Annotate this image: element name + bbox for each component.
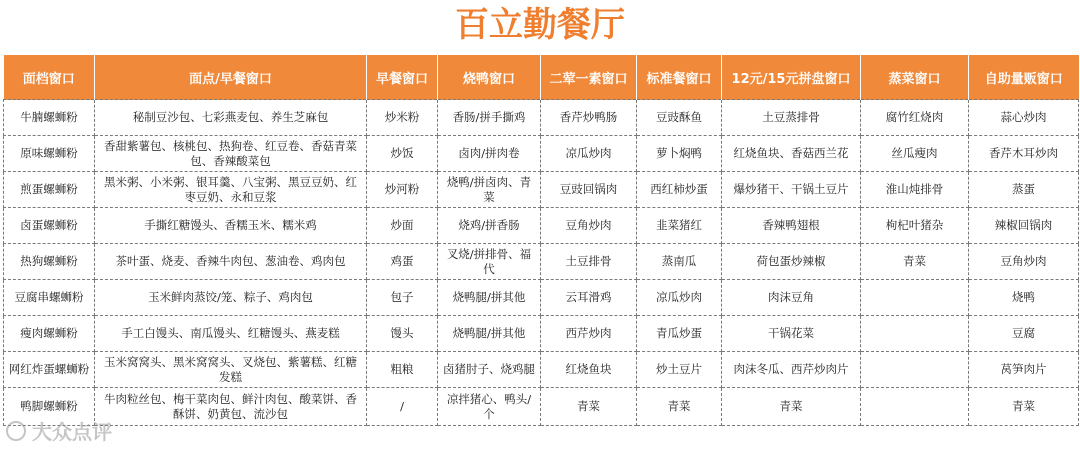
table-cell: 香芹木耳炒肉: [969, 136, 1079, 172]
table-row: [4, 352, 1079, 388]
table-cell: 鸡蛋: [367, 244, 438, 280]
table-cell: /: [367, 388, 438, 426]
header-row: [4, 55, 1079, 100]
table-cell: 鸭脚螺蛳粉: [4, 388, 95, 426]
table-row: [4, 172, 1079, 208]
table-cell: 炒土豆片: [637, 352, 722, 388]
table-cell: [861, 388, 969, 426]
table-cell: 热狗螺蛳粉: [4, 244, 95, 280]
table-cell: 辣椒回锅肉: [969, 208, 1079, 244]
table-cell: 网红炸蛋螺蛳粉: [4, 352, 95, 388]
table-cell: 牛肉粒丝包、梅干菜肉包、鲜汁肉包、酸菜饼、香酥饼、奶黄包、流沙包: [95, 388, 367, 426]
table-cell: 爆炒猪干、干锅土豆片: [722, 172, 861, 208]
table-cell: 韭菜猪红: [637, 208, 722, 244]
column-header: 二荤一素窗口: [541, 55, 637, 100]
table-cell: 西芹炒肉: [541, 316, 637, 352]
table-cell: 包子: [367, 280, 438, 316]
table-cell: [861, 316, 969, 352]
table-cell: 瘦肉螺蛳粉: [4, 316, 95, 352]
table-cell: 烧鸭腿/拼其他: [438, 316, 541, 352]
table-row: [4, 388, 1079, 426]
table-cell: 玉米窝窝头、黑米窝窝头、叉烧包、紫薯糕、红糖发糕: [95, 352, 367, 388]
table-cell: 豆腐串螺蛳粉: [4, 280, 95, 316]
table-cell: 粗粮: [367, 352, 438, 388]
table-cell: 肉沫冬瓜、西芹炒肉片: [722, 352, 861, 388]
table-cell: 香芹炒鸭肠: [541, 100, 637, 136]
table-cell: 青菜: [861, 244, 969, 280]
table-cell: 蒸蛋: [969, 172, 1079, 208]
table-cell: 叉烧/拼排骨、福代: [438, 244, 541, 280]
table-cell: 手撕红糖馒头、香糯玉米、糯米鸡: [95, 208, 367, 244]
column-header: 自助量贩窗口: [969, 55, 1079, 100]
table-cell: 黑米粥、小米粥、银耳羹、八宝粥、黑豆豆奶、红枣豆奶、永和豆浆: [95, 172, 367, 208]
table-cell: 豆角炒肉: [969, 244, 1079, 280]
page-title: 百立勤餐厅: [455, 5, 625, 45]
table-cell: 炒米粉: [367, 100, 438, 136]
table-row: [4, 280, 1079, 316]
table-cell: 红烧鱼块、香菇西兰花: [722, 136, 861, 172]
table-cell: 青菜: [541, 388, 637, 426]
table-cell: 枸杞叶猪杂: [861, 208, 969, 244]
table-row: [4, 100, 1079, 136]
table-cell: 卤猪肘子、烧鸡腿: [438, 352, 541, 388]
table-cell: 手工白馒头、南瓜馒头、红糖馒头、燕麦糕: [95, 316, 367, 352]
table-row: [4, 244, 1079, 280]
table-cell: 蒜心炒肉: [969, 100, 1079, 136]
column-header: 早餐窗口: [367, 55, 438, 100]
table-cell: 牛腩螺蛳粉: [4, 100, 95, 136]
table-cell: [861, 352, 969, 388]
table-cell: 豆腐: [969, 316, 1079, 352]
table-cell: 原味螺蛳粉: [4, 136, 95, 172]
column-header: 标准餐窗口: [637, 55, 722, 100]
table-cell: 青瓜炒蛋: [637, 316, 722, 352]
table-cell: 莴笋肉片: [969, 352, 1079, 388]
table-cell: 肉沫豆角: [722, 280, 861, 316]
table-cell: 土豆排骨: [541, 244, 637, 280]
table-cell: 玉米鲜肉蒸饺/笼、粽子、鸡肉包: [95, 280, 367, 316]
table-cell: 西红柿炒蛋: [637, 172, 722, 208]
table-row: [4, 208, 1079, 244]
column-header: 面点/早餐窗口: [95, 55, 367, 100]
table-cell: 卤肉/拼肉卷: [438, 136, 541, 172]
column-header: 面档窗口: [4, 55, 95, 100]
table-cell: 烧鸭/拼卤肉、青菜: [438, 172, 541, 208]
table-cell: 香甜紫薯包、核桃包、热狗卷、红豆卷、香菇青菜包、香辣酸菜包: [95, 136, 367, 172]
table-cell: 蒸南瓜: [637, 244, 722, 280]
table-cell: 豆豉回锅肉: [541, 172, 637, 208]
column-header: 蒸菜窗口: [861, 55, 969, 100]
table-cell: 腐竹红烧肉: [861, 100, 969, 136]
table-row: [4, 136, 1079, 172]
table-cell: 干锅花菜: [722, 316, 861, 352]
table-cell: 香肠/拼手撕鸡: [438, 100, 541, 136]
table-cell: 卤蛋螺蛳粉: [4, 208, 95, 244]
table-cell: 青菜: [969, 388, 1079, 426]
table-cell: 豆角炒肉: [541, 208, 637, 244]
table-cell: 茶叶蛋、烧麦、香辣牛肉包、葱油卷、鸡肉包: [95, 244, 367, 280]
table-cell: 烧鸭腿/拼其他: [438, 280, 541, 316]
table-cell: 香辣鸭翅根: [722, 208, 861, 244]
table-cell: [861, 280, 969, 316]
column-header: 12元/15元拼盘窗口: [722, 55, 861, 100]
table-cell: 萝卜焖鸭: [637, 136, 722, 172]
table-row: [4, 316, 1079, 352]
table-cell: 荷包蛋炒辣椒: [722, 244, 861, 280]
menu-table: [3, 55, 1079, 426]
table-cell: 豆豉酥鱼: [637, 100, 722, 136]
column-header: 烧鸭窗口: [438, 55, 541, 100]
table-cell: 青菜: [722, 388, 861, 426]
table-cell: 烧鸭: [969, 280, 1079, 316]
table-cell: 炒饭: [367, 136, 438, 172]
table-cell: 凉瓜炒肉: [541, 136, 637, 172]
table-cell: 丝瓜瘦肉: [861, 136, 969, 172]
table-cell: 炒面: [367, 208, 438, 244]
table-cell: 煎蛋螺蛳粉: [4, 172, 95, 208]
watermark-text: 大众点评: [32, 420, 112, 444]
table-cell: 馒头: [367, 316, 438, 352]
table-cell: 秘制豆沙包、七彩燕麦包、养生芝麻包: [95, 100, 367, 136]
table-cell: 土豆蒸排骨: [722, 100, 861, 136]
table-cell: 云耳滑鸡: [541, 280, 637, 316]
table-cell: 烧鸡/拼香肠: [438, 208, 541, 244]
table-cell: 炒河粉: [367, 172, 438, 208]
table-cell: 青菜: [637, 388, 722, 426]
table-cell: 凉瓜炒肉: [637, 280, 722, 316]
table-cell: 淮山炖排骨: [861, 172, 969, 208]
table-cell: 红烧鱼块: [541, 352, 637, 388]
table-cell: 凉拌猪心、鸭头/个: [438, 388, 541, 426]
